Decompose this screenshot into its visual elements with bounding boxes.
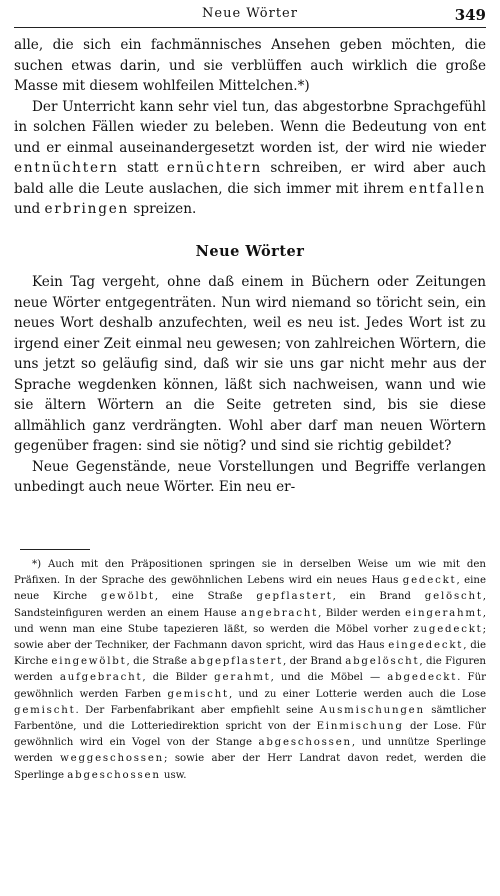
footnote: [14, 557, 486, 784]
paragraph-kein-tag: Kein Tag vergeht, ohne daß einem in Büchern oder Zeitungen neue Wörter entgegenträten. Nun wird niemand so töricht sein, ein neues Wort deshalb anzufechten, weil es neu ist. Jedes Wort ist zu irgend einer Zeit einmal neu gewesen; von zahlreichen Wörtern, die uns jetzt so geläufig sind, daß wir sie uns gar nicht mehr aus der Sprache wegdenken können, läßt sich nachweisen, wann und wie sie ältern Wörtern an die Seite getreten sind, bis sie diese allmählich ganz verdrängten. Wohl aber darf man neuen Wörtern gegenüber fragen: sind sie nötig? und sind sie richtig gebildet?: [14, 274, 486, 454]
section-heading: Neue Wörter: [195, 242, 305, 260]
paragraph-continuation: alle, die sich ein fachmännisches Ansehen geben möchten, die suchen etwas darin, und sie verblüffen auch wirklich die große Masse mit diesem wohlfeilen Mittelchen.*): [14, 37, 486, 94]
main-text: [14, 35, 486, 498]
header-rule: [14, 27, 486, 28]
footnote-text: *) Auch mit den Präpositionen springen sie in derselben Weise um wie mit den Präfixen. In der Sprache des gewöhnlichen Lebens wird ein neues Haus gedeckt, eine neue Kirche gewölbt, eine Straße gepflastert, ein Brand gelöscht, Sandsteinfiguren werden an einem Hause angebracht, Bilder werden eingerahmt, und wenn man eine Stube tapezieren läßt, so werden die Möbel vorher zugedeckt; sowie aber der Techniker, der Fachmann davon spricht, wird das Haus eingedeckt, die Kirche eingewölbt, die Straße abgepflastert, der Brand abgelöscht, die Figuren werden aufgebracht, die Bilder gerahmt, und die Möbel — abgedeckt. Für gewöhnlich werden Farben gemischt, und zu einer Lotterie werden auch die Lose gemischt. Der Farbenfabrikant aber empfiehlt seine Ausmischungen sämtlicher Farbentöne, und die Lotteriedirektion spricht von der Einmischung der Lose. Für gewöhnlich wird ein Vogel von der Stange abgeschossen, und unnütze Sperlinge werden weggeschossen; sowie aber der Herr Landrat davon redet, werden die Sperlinge abgeschossen usw.: [14, 559, 487, 781]
page-header: [14, 6, 486, 26]
paragraph-unterricht: Der Unterricht kann sehr viel tun, das abgestorbne Sprachgefühl in solchen Fällen wieder zu beleben. Wenn die Bedeutung von ent und er einmal auseinandergesetzt worden ist, der wird nie wieder entnüchtern statt ernüchtern schreiben, er wird aber auch bald alle die Leute auslachen, die sich immer mit ihrem entfallen und erbringen spreizen.: [14, 98, 486, 217]
paragraph-neue-gegenstaende: Neue Gegenstände, neue Vorstellungen und Begriffe verlangen unbedingt auch neue Wörter. Ein neu er-: [14, 458, 486, 495]
running-title: Neue Wörter: [202, 6, 298, 21]
footnote-rule: [20, 549, 90, 550]
page-number: 349: [454, 6, 486, 24]
